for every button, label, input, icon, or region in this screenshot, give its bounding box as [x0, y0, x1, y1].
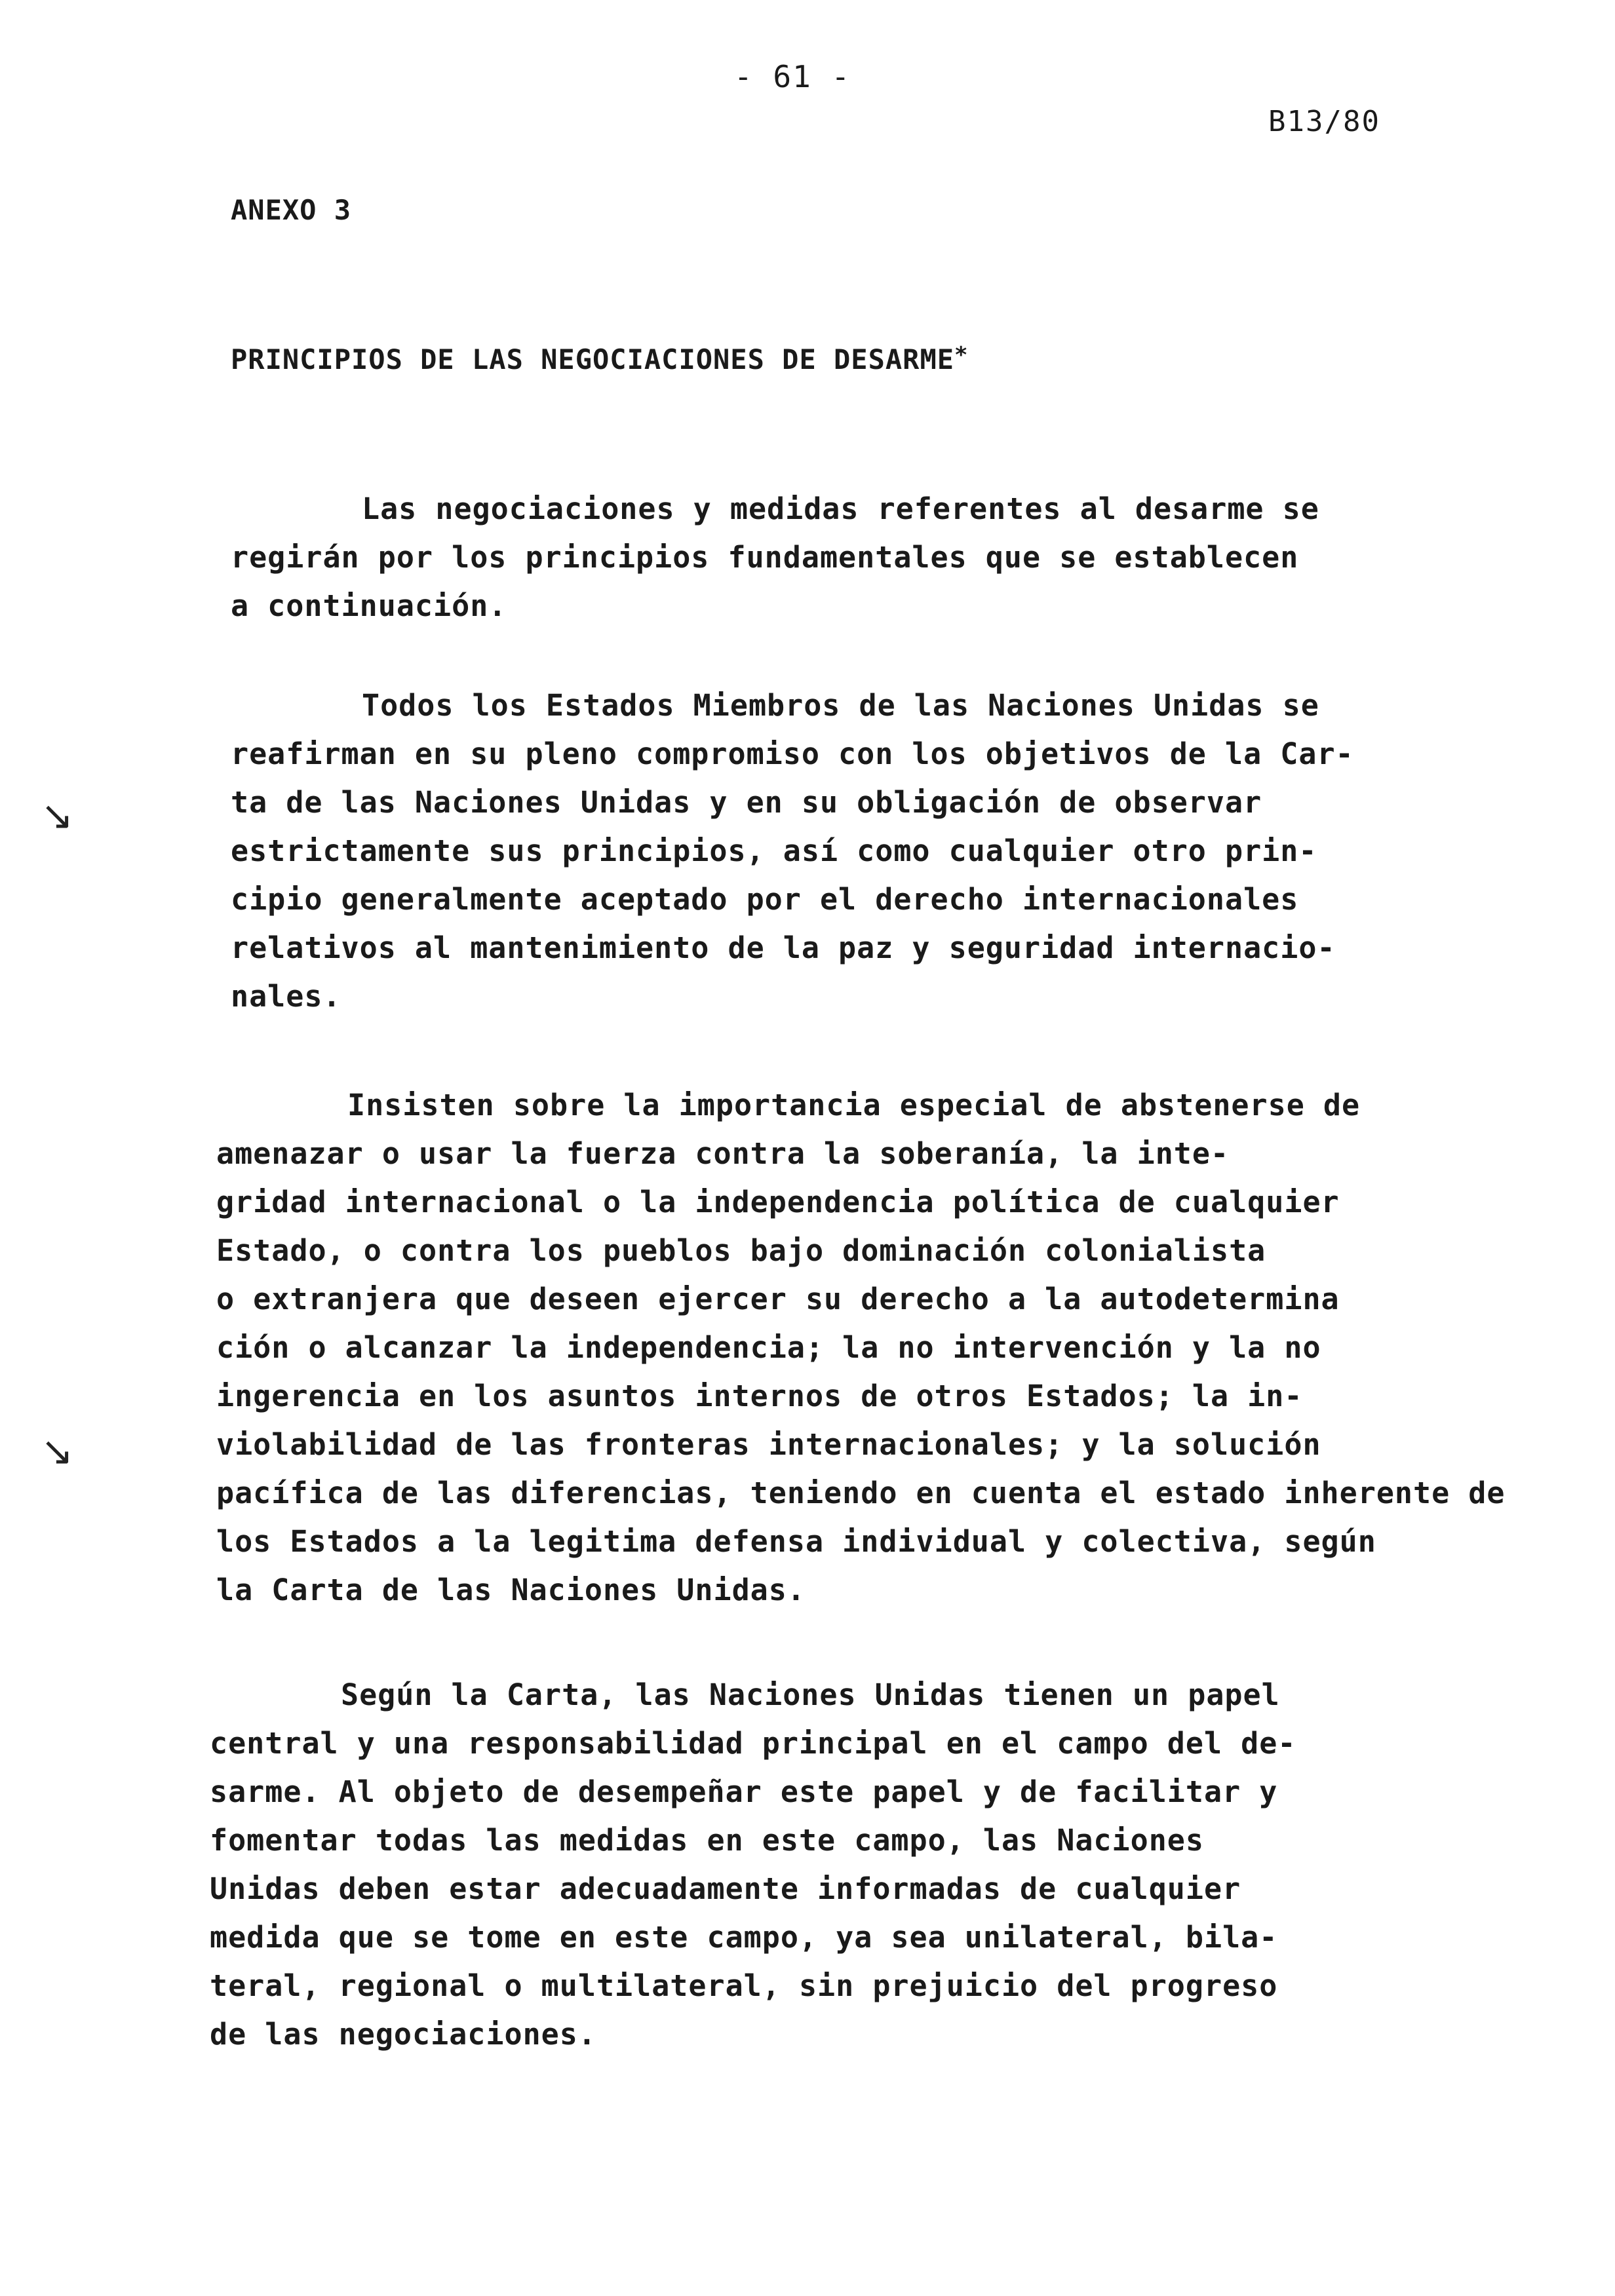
paragraph-line: estrictamente sus principios, así como cualquier otro prin-	[231, 833, 1317, 868]
annex-label: ANEXO 3	[231, 194, 352, 226]
paragraph-line: sarme. Al objeto de desempeñar este papel y de facilitar y	[210, 1774, 1278, 1809]
paragraph-line: la Carta de las Naciones Unidas.	[216, 1573, 806, 1607]
paragraph-line: relativos al mantenimiento de la paz y seguridad internacio-	[231, 930, 1336, 965]
paragraph-line: teral, regional o multilateral, sin prejuicio del progreso	[210, 1968, 1278, 2003]
paragraph-line: a continuación.	[231, 588, 507, 623]
paragraph-line: ción o alcanzar la independencia; la no intervención y la no	[216, 1330, 1321, 1365]
paragraph-4	[210, 1671, 1403, 2059]
paragraph-2	[231, 681, 1384, 1021]
paragraph-line: los Estados a la legitima defensa individual y colectiva, según	[216, 1524, 1376, 1559]
paragraph-line: nales.	[231, 979, 341, 1014]
paragraph-line: medida que se tome en este campo, ya sea unilateral, bila-	[210, 1920, 1278, 1955]
page-number: - 61 -	[734, 59, 851, 94]
paragraph-line: de las negociaciones.	[210, 2017, 596, 2052]
paragraph-line: reafirman en su pleno compromiso con los objetivos de la Car-	[231, 737, 1354, 771]
document-code: B13/80	[1268, 105, 1380, 138]
paragraph-line: gridad internacional o la independencia política de cualquier	[216, 1185, 1340, 1219]
paragraph-line: ingerencia en los asuntos internos de otros Estados; la in-	[216, 1379, 1303, 1413]
margin-mark-icon: ↘	[41, 1428, 74, 1474]
paragraph-line: ta de las Naciones Unidas y en su obligación de observar	[231, 785, 1262, 820]
footnote-marker: *	[954, 342, 969, 368]
paragraph-3	[216, 1081, 1506, 1615]
paragraph-line: central y una responsabilidad principal en el campo del de-	[210, 1726, 1296, 1761]
paragraph-line: fomentar todas las medidas en este campo, las Naciones	[210, 1823, 1204, 1858]
margin-mark-icon: ↘	[41, 793, 74, 839]
paragraph-line: pacífica de las diferencias, teniendo en cuenta el estado inherente de	[216, 1476, 1506, 1510]
paragraph-1	[231, 485, 1384, 630]
paragraph-line: amenazar o usar la fuerza contra la soberanía, la inte-	[216, 1136, 1230, 1171]
paragraph-line: cipio generalmente aceptado por el derecho internacionales	[231, 882, 1299, 917]
paragraph-line: Todos los Estados Miembros de las Naciones Unidas se	[362, 688, 1319, 723]
paragraph-line: Según la Carta, las Naciones Unidas tienen un papel	[341, 1677, 1280, 1712]
paragraph-line: Unidas deben estar adecuadamente informadas de cualquier	[210, 1871, 1241, 1906]
paragraph-line: violabilidad de las fronteras internacionales; y la solución	[216, 1427, 1321, 1462]
paragraph-line: Las negociaciones y medidas referentes al desarme se	[362, 491, 1319, 526]
paragraph-line: Estado, o contra los pueblos bajo dominación colonialista	[216, 1233, 1266, 1268]
section-title	[231, 343, 969, 375]
paragraph-line: Insisten sobre la importancia especial de abstenerse de	[347, 1088, 1361, 1122]
paragraph-line: o extranjera que deseen ejercer su derecho a la autodetermina	[216, 1282, 1340, 1316]
section-title-text: PRINCIPIOS DE LAS NEGOCIACIONES DE DESARME	[231, 343, 955, 375]
paragraph-line: regirán por los principios fundamentales que se establecen	[231, 540, 1299, 575]
